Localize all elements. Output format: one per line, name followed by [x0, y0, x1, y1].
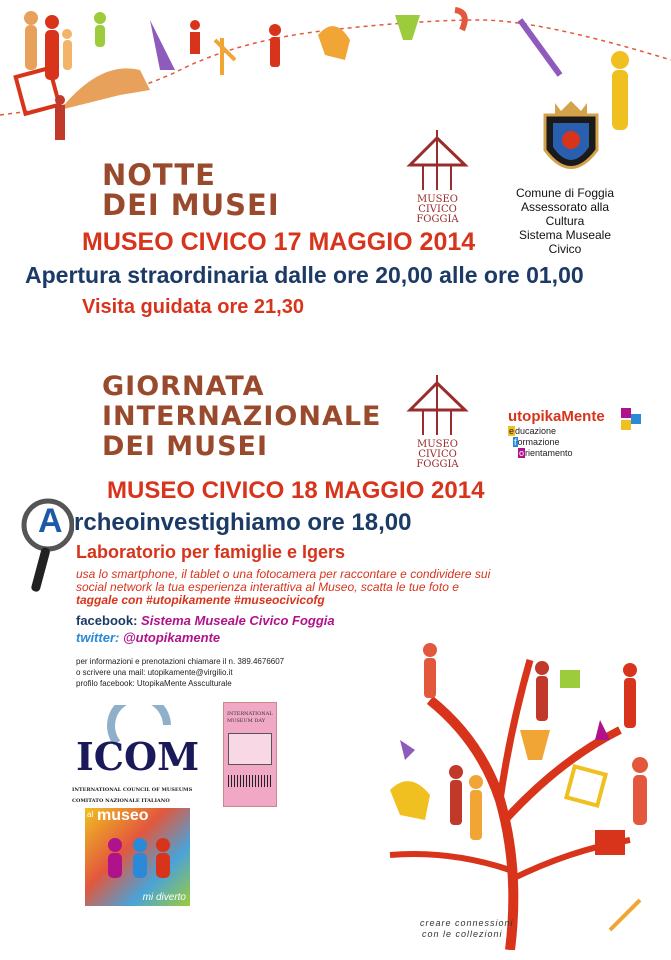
- lab-description: usa lo smartphone, il tablet o una fotocamera per raccontare e condividere sui social network la tua esperienza interattiva al Museo, scatta le tue foto e taggale con #utopikamente #museocivicofg: [76, 567, 491, 607]
- facebook-label: facebook:: [76, 613, 138, 628]
- event1-opening: Apertura straordinaria dalle ore 20,00 alle ore 01,00: [25, 262, 584, 288]
- icom-logo: ICOM INTERNATIONAL COUNCIL OF MUSEUMS COMITATO NAZIONALE ITALIANO: [72, 705, 207, 807]
- museum-day-card: INTERNATIONAL MUSEUM DAY: [223, 702, 277, 807]
- twitter-label: twitter:: [76, 630, 120, 645]
- museo-mi-diverto-logo: al museo mi diverto: [85, 808, 190, 906]
- facebook-value: Sistema Museale Civico Foggia: [141, 613, 335, 628]
- twitter-value: @utopikamente: [122, 630, 221, 645]
- lab-title: Laboratorio per famiglie e Igers: [76, 542, 346, 562]
- tree-illustration: [370, 620, 670, 950]
- svg-text:ICOM: ICOM: [76, 734, 200, 779]
- logo-text: FOGGIA: [416, 459, 459, 470]
- archeo-initial: A: [38, 502, 63, 540]
- museo-civico-logo: [405, 375, 470, 475]
- logo-text: MUSEO: [416, 194, 458, 205]
- logo-text: FOGGIA: [416, 214, 459, 225]
- contact-info: per informazioni e prenotazioni chiamare il n. 389.4676607 o scrivere una mail: utopikamente@virgilio.it profilo facebook: UtopikaMente Assculturale: [76, 657, 285, 688]
- event1-guided-tour: Visita guidata ore 21,30: [82, 296, 304, 318]
- logo-text: CIVICO: [418, 449, 457, 460]
- logo-text: CIVICO: [418, 204, 457, 215]
- museo-civico-logo: [405, 130, 470, 230]
- footer-tagline: creare connessioni con le collezioni: [420, 918, 514, 939]
- twitter-link[interactable]: [76, 630, 220, 645]
- event2-title: GIORNATA INTERNAZIONALE DEI MUSEI: [102, 371, 382, 462]
- logo-text: MUSEO: [416, 439, 458, 450]
- archeo-title: rcheoinvestighiamo ore 18,00: [74, 509, 412, 536]
- barcode-icon: [228, 775, 272, 787]
- event1-date: MUSEO CIVICO 17 MAGGIO 2014: [82, 228, 476, 256]
- page-title: NOTTE DEI MUSEI: [102, 158, 280, 222]
- foggia-coat-of-arms: [535, 95, 607, 185]
- comune-info: Comune di Foggia Assessorato alla Cultura Sistema Museale Civico: [515, 186, 615, 256]
- facebook-link[interactable]: [76, 613, 335, 628]
- event2-date: MUSEO CIVICO 18 MAGGIO 2014: [107, 477, 485, 504]
- utopikamente-logo: utopikaMente educazione formazione orientamento: [508, 408, 643, 459]
